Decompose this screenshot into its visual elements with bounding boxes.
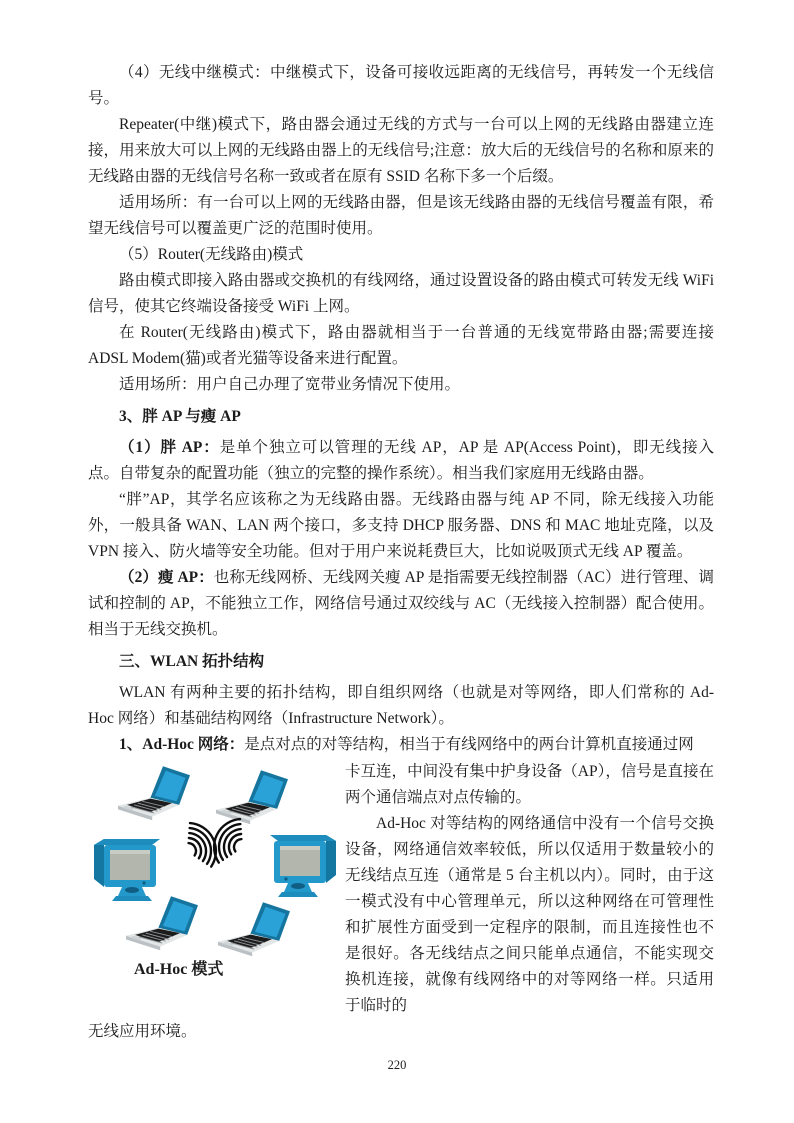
adhoc-tail-text: 无线应用环境。: [88, 1023, 197, 1040]
paragraph: [88, 320, 714, 372]
paragraph-text: “胖”AP，其学名应该称之为无线路由器。无线路由器与纯 AP 不同，除无线接入功能外，一般具备 WAN、LAN 两个接口，多支持 DHCP 服务器、DNS 和 MAC 地址克隆，以及 VPN 接入、防火墙等安全功能。但对于用户来说耗费巨大，比如说吸顶式无线 AP 覆盖。: [88, 491, 714, 560]
paragraph-text: 路由模式即接入路由器或交换机的有线网络，通过设置设备的路由模式可转发无线 WiFi 信号，使其它终端设备接受 WiFi 上网。: [88, 272, 714, 315]
figure-caption: Ad-Hoc 模式: [134, 961, 224, 978]
paragraph-text: 适用场所：有一台可以上网的无线路由器，但是该无线路由器的无线信号覆盖有限，希望无线信号可以覆盖更广泛的范围时使用。: [88, 194, 714, 237]
adhoc-heading: 1、Ad-Hoc 网络：: [119, 736, 245, 753]
adhoc-lead-line: [88, 732, 714, 758]
paragraph: [88, 60, 714, 112]
paragraph: [88, 112, 714, 190]
laptop-icon: [118, 766, 190, 820]
laptop-icon: [126, 896, 198, 950]
adhoc-text-column: [345, 759, 714, 1019]
paragraph-text: （5）Router(无线路由)模式: [119, 246, 304, 263]
desktop-computer-icon: [94, 839, 160, 901]
heading-text: 三、WLAN 拓扑结构: [119, 653, 265, 670]
paragraph: [88, 268, 714, 320]
desktop-computer-icon: [270, 835, 336, 897]
paragraph: [88, 190, 714, 242]
page-number: 220: [387, 1058, 407, 1072]
laptop-icon: [218, 902, 290, 956]
adhoc-wrap-text: 卡互连，中间没有集中护身设备（AP），信号是直接在两个通信端点对点传输的。: [345, 763, 714, 806]
wifi-signal-icon: [181, 817, 224, 871]
paragraph-text: 在 Router(无线路由)模式下，路由器就相当于一台普通的无线宽带路由器;需要连接 ADSL Modem(猫)或者光猫等设备来进行配置。: [88, 324, 714, 367]
paragraph-text: 也称无线网桥、无线网关瘦 AP 是指需要无线控制器（AC）进行管理、调试和控制的 AP，不能独立工作，网络信号通过双绞线与 AC（无线接入控制器）配合使用。相当于无线交换机。: [88, 569, 714, 638]
paragraph: [88, 435, 714, 487]
paragraph-text: Repeater(中继)模式下，路由器会通过无线的方式与一台可以上网的无线路由器建立连接，用来放大可以上网的无线路由器上的无线信号;注意：放大后的无线信号的名称和原来的无线路由器的无线信号名称一致或者在原有 SSID 名称下多一个后缀。: [88, 116, 714, 185]
paragraph: [88, 680, 714, 732]
adhoc-body-text: Ad-Hoc 对等结构的网络通信中没有一个信号交换设备，网络通信效率较低，所以仅适用于数量较小的无线结点互连（通常是 5 台主机以内）。同时，由于这一模式没有中心管理单元，所以这种网络在可管理性和扩展性方面受到一定程序的限制，而且连接性也不是很好。各无线结点之间只能单点通信，不能实现交换机连接，就像有线网络中的对等网络一样。只适用于临时的: [345, 815, 714, 1014]
section-heading: [88, 404, 714, 430]
paragraph-bold: （2）瘦 AP：: [119, 569, 214, 586]
paragraph: [88, 565, 714, 643]
paragraph: [88, 487, 714, 565]
paragraph-bold: （1）胖 AP：: [119, 439, 220, 456]
adhoc-lead-text: 是点对点的对等结构，相当于有线网络中的两台计算机直接通过网: [244, 736, 694, 753]
paragraph-text: WLAN 有两种主要的拓扑结构，即自组织网络（也就是对等网络，即人们常称的 Ad-Hoc 网络）和基础结构网络（Infrastructure Network）。: [88, 684, 714, 727]
adhoc-figure-row: [88, 759, 714, 1019]
adhoc-topology-figure: [88, 759, 345, 979]
paragraph: [88, 242, 714, 268]
adhoc-diagram: [88, 759, 345, 965]
paragraph: [88, 372, 714, 398]
section-heading: [88, 649, 714, 675]
paragraph-text: （4）无线中继模式：中继模式下，设备可接收远距离的无线信号，再转发一个无线信号。: [88, 64, 714, 107]
document-body: [88, 60, 714, 1045]
paragraph-text: 适用场所：用户自己办理了宽带业务情况下使用。: [119, 376, 461, 393]
heading-text: 3、胖 AP 与瘦 AP: [119, 408, 241, 425]
paragraph-text: 是单个独立可以管理的无线 AP，AP 是 AP(Access Point)，即无线接入点。自带复杂的配置功能（独立的完整的操作系统）。相当我们家庭用无线路由器。: [88, 439, 714, 482]
laptop-icon: [216, 770, 288, 824]
